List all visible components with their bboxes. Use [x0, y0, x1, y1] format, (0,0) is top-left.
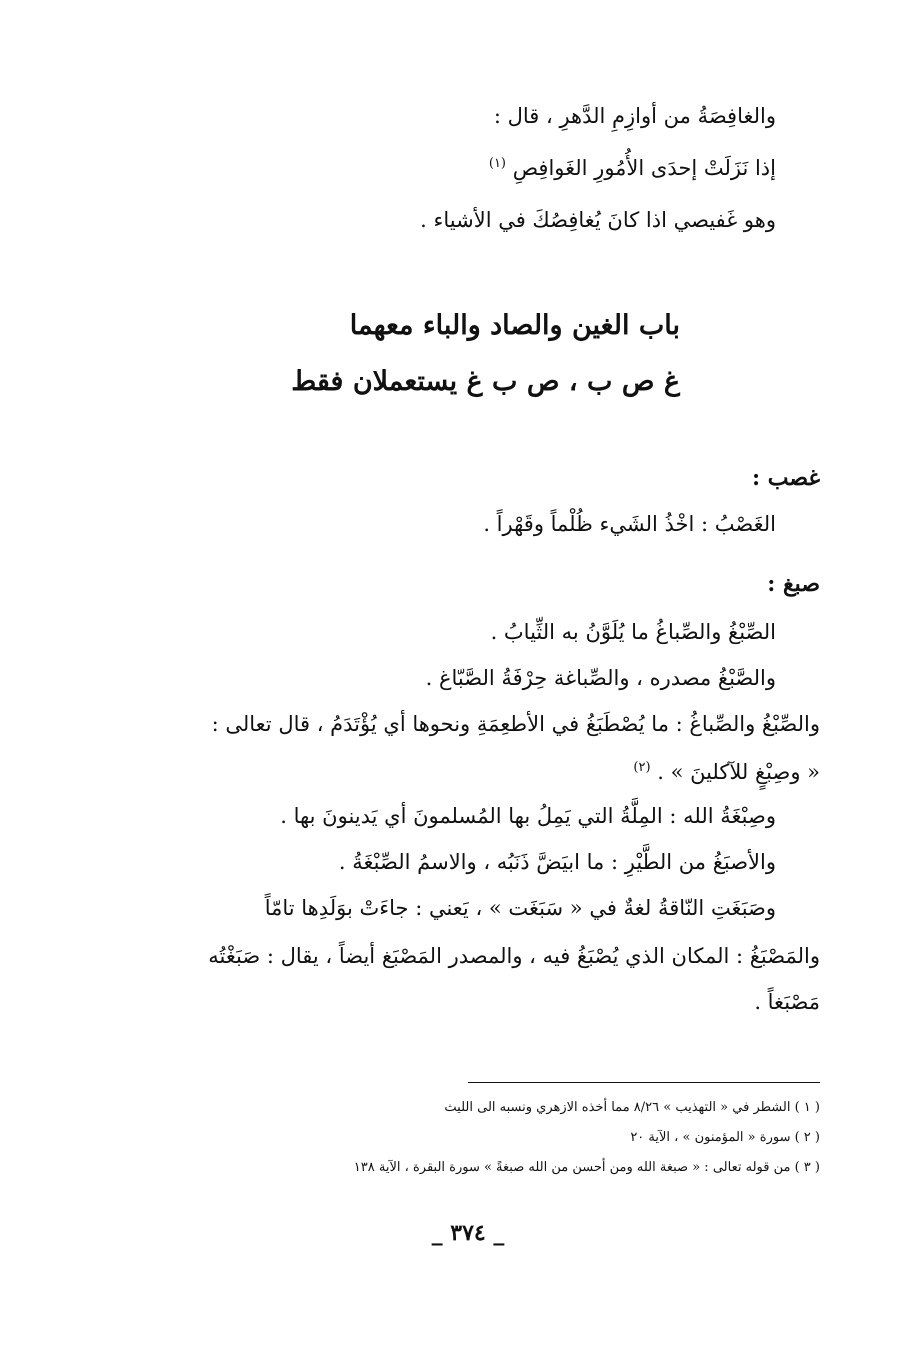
text-line: والصَّبْغُ مصدره ، والصِّباغة حِرْفَةُ الصَّبّاغ . — [425, 666, 776, 690]
text-line: وصِبْغَةُ الله : المِلَّةُ التي يَمِلُ بها المُسلمونَ أي يَدينونَ بها . — [280, 804, 776, 828]
chapter-subtitle: غ ص ب ، ص ب غ يستعملان فقط — [291, 366, 680, 397]
footnote: ( ٣ ) من قوله تعالى : « صبغة الله ومن أحسن من الله صبغةً » سورة البقرة ، الآية ١٣٨ — [353, 1160, 820, 1175]
text-line: وصَبَغَتِ النّاقةُ لغةٌ في « سَبَغَت » ، يَعني : جاءَتْ بوَلَدِها تامّاً — [264, 896, 776, 920]
text-line: الغَصْبُ : اخْذُ الشَيء ظُلْماً وقَهْراً . — [483, 512, 776, 536]
footnote-divider — [468, 1082, 820, 1083]
text-line: والغافِصَةُ من أوازِمِ الدَّهرِ ، قال : — [493, 104, 776, 128]
entry-heading: صبغ : — [767, 571, 820, 597]
footnote: ( ٢ ) سورة « المؤمنون » ، الآية ٢٠ — [630, 1130, 820, 1145]
text-line: مَصْبَغاً . — [754, 990, 820, 1014]
quote-text: « وصِبْغٍ للآكلينَ » . — [657, 760, 820, 784]
text-line: والمَصْبَغُ : المكان الذي يُصْبَغُ فيه ، والمصدر المَصْبَغ أيضاً ، يقال : صَبَغْتُه — [208, 944, 820, 968]
page-number: _ ٣٧٤ _ — [431, 1220, 505, 1246]
verse-text: إذا نَزَلَتْ إحدَى الأُمُورِ الغَوافِصِ — [512, 156, 776, 180]
entry-heading: غصب : — [752, 465, 820, 491]
footnote: ( ١ ) الشطر في « التهذيب » ٨/٢٦ مما أخذه الازهري ونسبه الى الليث — [444, 1100, 820, 1115]
text-line: والأصبَغُ من الطَّيْرِ : ما ابيَضَّ ذَنَبُه ، والاسمُ الصِّبْغَةُ . — [338, 850, 776, 874]
text-line: الصِّبْغُ والصِّباغُ ما يُلَوَّنُ به الثِّيابُ . — [490, 620, 776, 644]
footnote-marker: (١) — [488, 156, 506, 171]
verse-line — [489, 148, 776, 184]
text-line: والصِّبْغُ والصِّباغُ : ما يُصْطَبَغُ في الأطعِمَةِ ونحوها أي يُؤْتَدَمُ ، قال تعالى : — [211, 712, 820, 736]
footnote-marker: (٢) — [633, 760, 651, 775]
text-line — [633, 752, 820, 788]
chapter-title: باب الغين والصاد والباء معهما — [349, 310, 680, 341]
text-line: وهو غَفيصي اذا كانَ يُغافِصُكَ في الأشياء . — [420, 208, 776, 232]
